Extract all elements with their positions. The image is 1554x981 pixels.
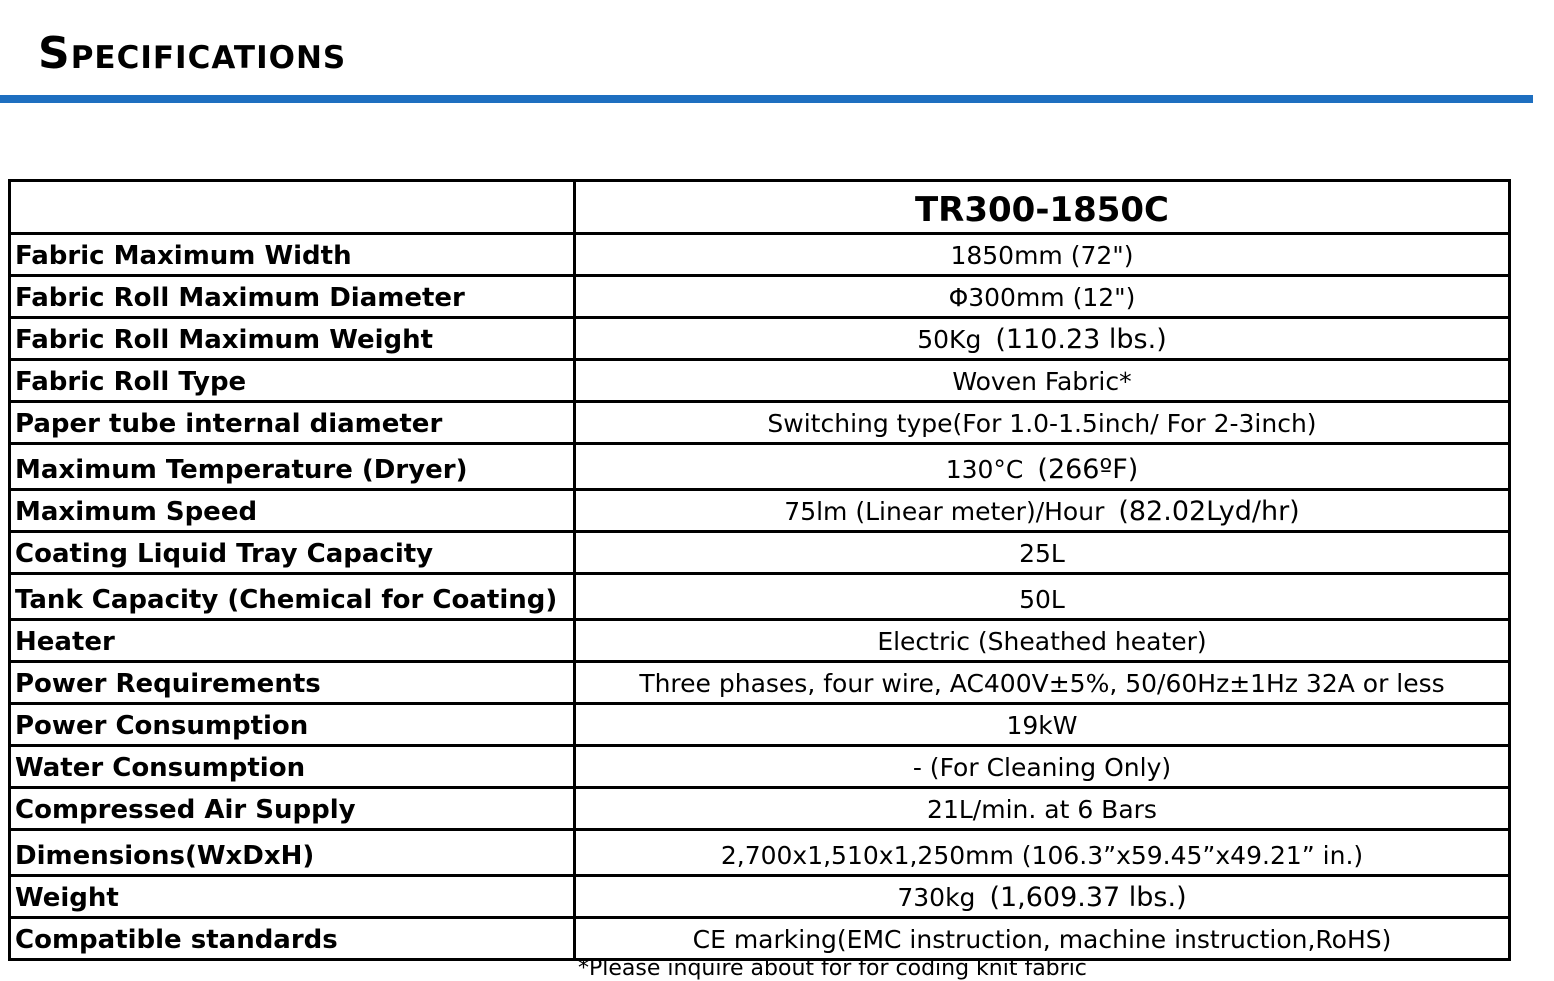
spec-label: Water Consumption — [10, 746, 575, 788]
spec-value-cell — [575, 662, 1510, 704]
spec-value-cell — [575, 490, 1510, 532]
table-row — [10, 918, 1510, 960]
table-row — [10, 574, 1510, 620]
spec-value-cell — [575, 918, 1510, 960]
table-row — [10, 788, 1510, 830]
spec-value-imperial: (82.02Lyd/hr) — [1118, 496, 1300, 527]
table-row — [10, 704, 1510, 746]
spec-value-cell — [575, 276, 1510, 318]
spec-value-cell — [575, 444, 1510, 490]
table-row — [10, 620, 1510, 662]
spec-value-imperial: (1,609.37 lbs.) — [989, 882, 1187, 913]
spec-value: 50Kg — [917, 325, 982, 354]
table-row — [10, 234, 1510, 276]
spec-label: Fabric Roll Type — [10, 360, 575, 402]
spec-value-cell — [575, 876, 1510, 918]
table-header-row — [10, 181, 1510, 234]
spec-value-imperial: (110.23 lbs.) — [995, 324, 1167, 355]
spec-label: Fabric Roll Maximum Weight — [10, 318, 575, 360]
spec-label: Paper tube internal diameter — [10, 402, 575, 444]
spec-value-cell — [575, 234, 1510, 276]
table-row — [10, 662, 1510, 704]
table-row — [10, 402, 1510, 444]
spec-value-cell — [575, 704, 1510, 746]
table-row — [10, 318, 1510, 360]
table-row — [10, 490, 1510, 532]
spec-label: Maximum Speed — [10, 490, 575, 532]
spec-value: CE marking(EMC instruction, machine instruction,RoHS) — [692, 925, 1392, 954]
table-row — [10, 360, 1510, 402]
table-row — [10, 532, 1510, 574]
spec-value: 21L/min. at 6 Bars — [927, 795, 1157, 824]
spec-value: 2,700x1,510x1,250mm (106.3”x59.45”x49.21” in.) — [720, 841, 1364, 870]
spec-label: Heater — [10, 620, 575, 662]
table-row — [10, 746, 1510, 788]
spec-value-cell — [575, 532, 1510, 574]
spec-value: 1850mm (72") — [950, 241, 1134, 270]
spec-value: Switching type(For 1.0-1.5inch/ For 2-3inch) — [767, 409, 1317, 438]
spec-value-cell — [575, 620, 1510, 662]
spec-value: 50L — [1019, 585, 1065, 614]
spec-value-cell — [575, 318, 1510, 360]
table-row — [10, 444, 1510, 490]
footnote: *Please inquire about for for coding knit fabric — [578, 956, 1087, 981]
model-name: TR300-1850C — [575, 181, 1510, 234]
spec-label: Fabric Maximum Width — [10, 234, 575, 276]
table-row — [10, 876, 1510, 918]
specifications-table — [8, 179, 1511, 961]
spec-value: - (For Cleaning Only) — [912, 753, 1172, 782]
spec-value: 25L — [1019, 539, 1065, 568]
spec-label: Compressed Air Supply — [10, 788, 575, 830]
spec-value-cell — [575, 788, 1510, 830]
table-row — [10, 276, 1510, 318]
spec-value-cell — [575, 360, 1510, 402]
spec-label: Dimensions(WxDxH) — [10, 830, 575, 876]
spec-label: Tank Capacity (Chemical for Coating) — [10, 574, 575, 620]
spec-value: 75lm (Linear meter)/Hour — [784, 497, 1105, 526]
spec-label: Weight — [10, 876, 575, 918]
spec-value-cell — [575, 402, 1510, 444]
spec-label: Coating Liquid Tray Capacity — [10, 532, 575, 574]
spec-label: Maximum Temperature (Dryer) — [10, 444, 575, 490]
spec-value-cell — [575, 746, 1510, 788]
spec-value-cell — [575, 830, 1510, 876]
spec-value: 130°C — [945, 455, 1024, 484]
spec-label: Fabric Roll Maximum Diameter — [10, 276, 575, 318]
table-row — [10, 830, 1510, 876]
header-empty-cell — [10, 181, 575, 234]
spec-label: Compatible standards — [10, 918, 575, 960]
title-divider — [0, 95, 1533, 103]
spec-value-cell — [575, 574, 1510, 620]
spec-value: 730kg — [897, 883, 976, 912]
spec-value: Φ300mm (12") — [948, 283, 1136, 312]
page-title: Specifications — [38, 28, 347, 79]
spec-value: Electric (Sheathed heater) — [877, 627, 1207, 656]
spec-label: Power Requirements — [10, 662, 575, 704]
spec-value: Three phases, four wire, AC400V±5%, 50/60Hz±1Hz 32A or less — [639, 669, 1445, 698]
spec-value: 19kW — [1006, 711, 1078, 740]
spec-value: Woven Fabric* — [952, 367, 1132, 396]
spec-label: Power Consumption — [10, 704, 575, 746]
spec-value-imperial: (266ºF) — [1037, 454, 1139, 485]
